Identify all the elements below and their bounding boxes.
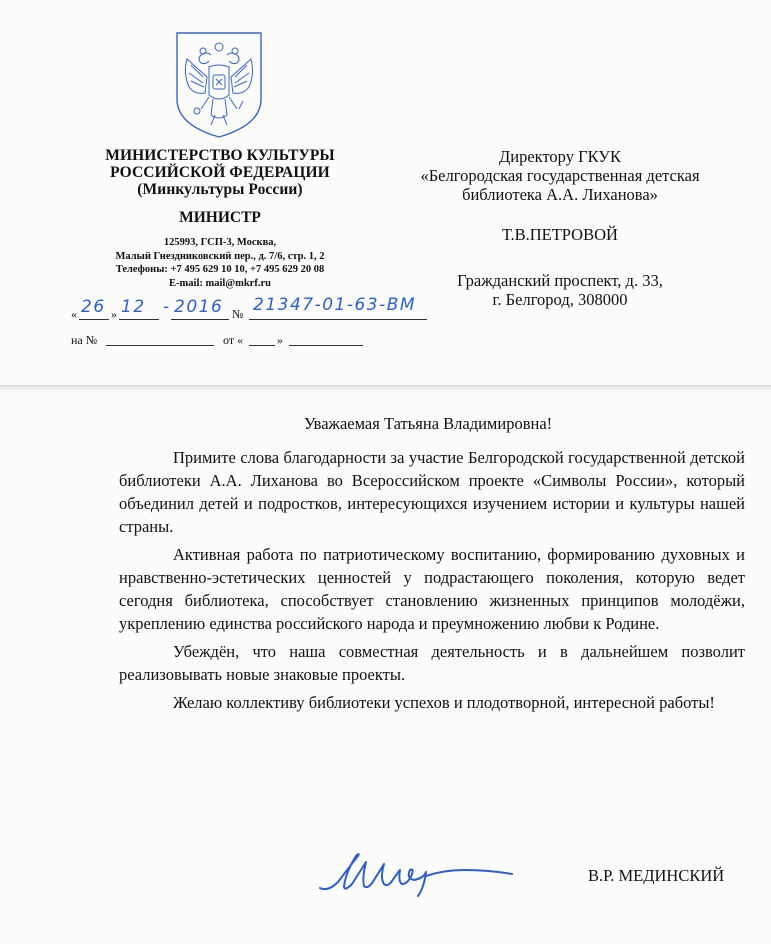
recipient-title: Директору ГКУК [498,147,621,166]
recipient-address-line1: Гражданский проспект, д. 33, [457,271,663,290]
recipient-block [410,147,710,309]
position-title: МИНИСТР [179,209,261,226]
ministry-name-line1: МИНИСТЕРСТВО КУЛЬТУРЫ [105,147,335,164]
ministry-name-line2: РОССИЙСКОЙ ФЕДЕРАЦИИ [110,164,330,181]
ministry-address [60,236,380,290]
quote-close: » [111,307,117,321]
handwritten-year: 2016 [174,297,224,317]
paragraph: Примите слова благодарности за участие Белгородской государственной детской библиотеки А.А. Лиханова во Всероссийском проекте «Символы России», который объединил детей и подростков, интересующихся изучением истории и культуры нашей страны. [119,448,745,536]
address-line2: Малый Гнездниковский пер., д. 7/6, стр. 1, 2 [115,250,325,262]
recipient-org-line1: «Белгородская государственная детская [420,166,700,185]
paper-fold [0,385,771,394]
recipient-name: Т.В.ПЕТРОВОЙ [502,225,618,244]
reply-number-underline [106,345,214,346]
phone-numbers: Телефоны: +7 495 629 10 10, +7 495 629 20 08 [115,264,325,275]
month-underline [119,319,159,320]
signer-name: В.Р. МЕДИНСКИЙ [588,866,725,885]
day-underline [79,319,109,320]
year-underline [171,319,229,320]
email-address: E-mail: mail@mkrf.ru [169,277,271,289]
handwritten-number: 21347-01-63-ВМ [253,295,417,315]
reply-quote-close: » [277,333,283,347]
reply-date-underline [289,345,363,346]
handwritten-dash: - [163,297,171,317]
handwritten-signature [314,848,519,898]
letter-body [119,446,745,719]
number-sign: № [232,307,244,321]
paragraph: Желаю коллективу библиотеки успехов и плодотворной, интересной работы! [173,693,715,712]
handwritten-day: 26 [81,297,106,317]
paragraph: Убеждён, что наша совместная деятельность и в дальнейшем позволит реализовывать новые знаковые проекты. [119,642,745,684]
paragraph: Активная работа по патриотическому воспитанию, формированию духовных и нравственно-эстетических ценностей у подрастающего поколения, которую ведет сегодня библиотека, способствует становлению жизненных принципов молодёжи, укреплению единства российского народа и преумножению любви к Родине. [119,545,745,633]
handwritten-month: 12 [121,297,146,317]
quote-open: « [71,307,77,321]
coat-of-arms-emblem [171,29,267,139]
ministry-short-name: (Минкультуры России) [137,181,303,198]
address-line1: 125993, ГСП-3, Москва, [163,237,277,248]
number-underline [249,319,427,320]
outgoing-registration [71,295,451,327]
reply-reference [71,333,371,353]
salutation: Уважаемая Татьяна Владимировна! [303,414,553,433]
ministry-name [60,147,380,198]
reply-from-label: от « [223,333,244,347]
reply-day-underline [249,345,275,346]
reply-to-label: на № [71,333,98,347]
recipient-org-line2: библиотека А.А. Лиханова» [462,185,658,204]
recipient-address-line2: г. Белгород, 308000 [492,290,628,309]
